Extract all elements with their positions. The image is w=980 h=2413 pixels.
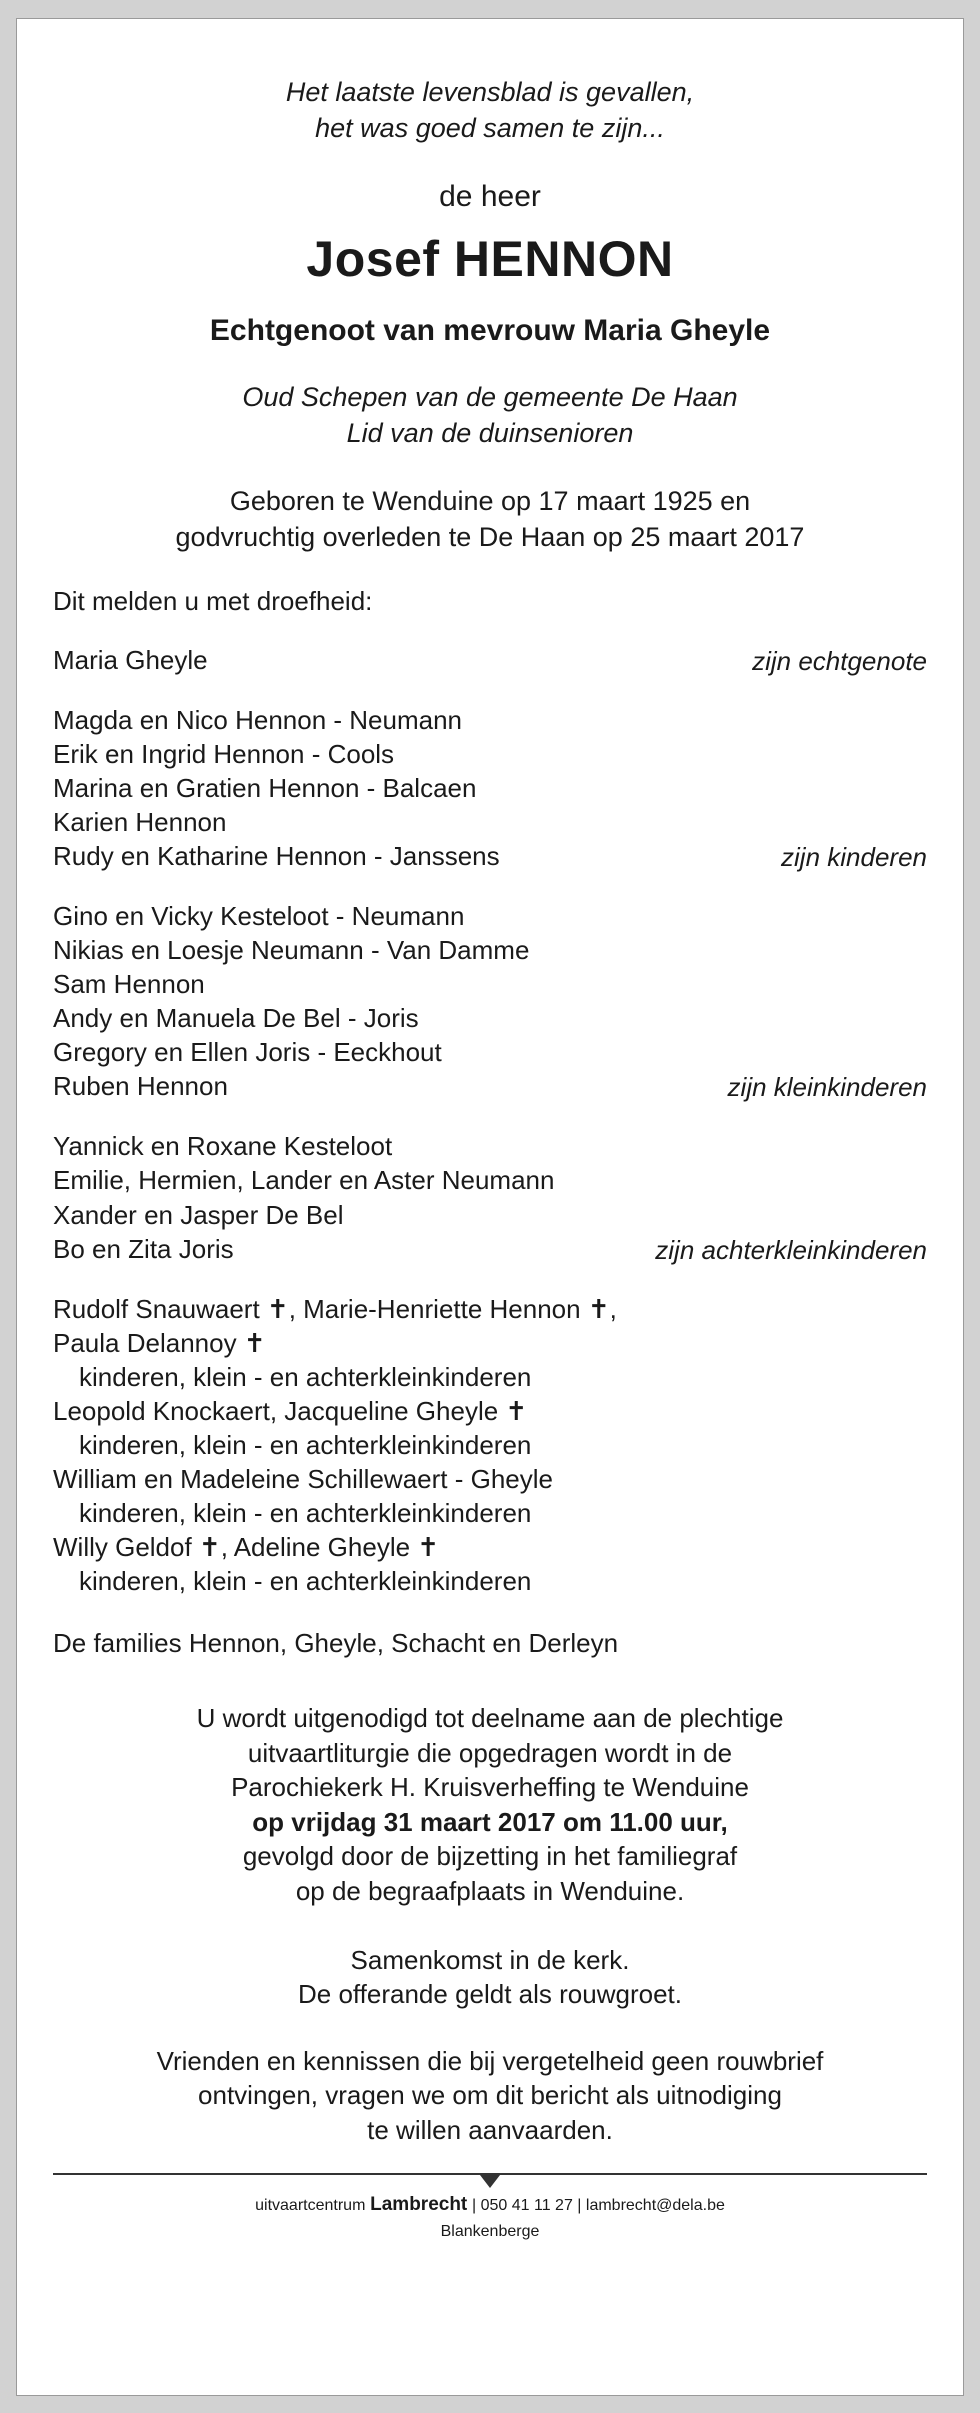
friends-line: ontvingen, vragen we om dit bericht als uitnodiging bbox=[198, 2080, 782, 2111]
announcement: Dit melden u met droefheid: bbox=[53, 585, 373, 616]
footer-brand: Lambrecht bbox=[370, 2194, 468, 2216]
list-item: Magda en Nico Hennon - Neumann bbox=[53, 704, 463, 735]
list-item: Karien Hennon bbox=[53, 807, 227, 838]
list-item: Leopold Knockaert, Jacqueline Gheyle ✝ bbox=[53, 1395, 528, 1426]
friends-line: Vrienden en kennissen die bij vergetelheid geen rouwbrief bbox=[156, 2045, 824, 2076]
family-group-relation: zijn kleinkinderen bbox=[727, 1072, 927, 1103]
list-item: Erik en Ingrid Hennon - Cools bbox=[53, 738, 395, 769]
list-item: Maria Gheyle bbox=[53, 644, 208, 675]
gathering-note bbox=[53, 1943, 927, 2012]
list-item: Rudy en Katharine Hennon - Janssens bbox=[53, 841, 500, 872]
triangle-marker-icon bbox=[480, 2175, 500, 2188]
list-item: William en Madeleine Schillewaert - Gheyle bbox=[53, 1463, 553, 1494]
gathering-line: Samenkomst in de kerk. bbox=[350, 1944, 630, 1975]
friends-line: te willen aanvaarden. bbox=[367, 2114, 613, 2145]
list-item: Emilie, Hermien, Lander en Aster Neumann bbox=[53, 1165, 555, 1196]
salutation: de heer bbox=[439, 180, 541, 214]
extended-relatives bbox=[53, 1292, 927, 1598]
footer-contact: | 050 41 11 27 | lambrecht@dela.be bbox=[472, 2197, 725, 2215]
family-group-relation: zijn echtgenote bbox=[752, 645, 927, 676]
spouse-line: Echtgenoot van mevrouw Maria Gheyle bbox=[209, 314, 771, 348]
list-item: Marina en Gratien Hennon - Balcaen bbox=[53, 773, 477, 804]
invitation bbox=[53, 1701, 927, 1908]
family-group-relation: zijn kinderen bbox=[781, 842, 927, 873]
invitation-line: op de begraafplaats in Wenduine. bbox=[295, 1875, 685, 1906]
family-group bbox=[53, 643, 927, 677]
family-group bbox=[53, 1129, 927, 1265]
footer-prefix: uitvaartcentrum bbox=[255, 2197, 366, 2215]
extended-relatives-list bbox=[53, 1292, 927, 1598]
death-line: godvruchtig overleden te De Haan op 25 maart 2017 bbox=[175, 521, 805, 552]
list-item: kinderen, klein - en achterkleinkinderen bbox=[79, 1361, 532, 1392]
list-item: Nikias en Loesje Neumann - Van Damme bbox=[53, 935, 530, 966]
list-item: Xander en Jasper De Bel bbox=[53, 1199, 344, 1230]
list-item: Andy en Manuela De Bel - Joris bbox=[53, 1003, 419, 1034]
list-item: Sam Hennon bbox=[53, 969, 205, 1000]
family-group-relation: zijn achterkleinkinderen bbox=[655, 1234, 927, 1265]
list-item: kinderen, klein - en achterkleinkinderen bbox=[79, 1429, 532, 1460]
title-line-2: Lid van de duinsenioren bbox=[346, 418, 634, 449]
invitation-line: Parochiekerk H. Kruisverheffing te Wenduine bbox=[231, 1772, 749, 1803]
birth-death-dates bbox=[53, 484, 927, 556]
list-item: Gino en Vicky Kesteloot - Neumann bbox=[53, 901, 465, 932]
friends-note bbox=[53, 2044, 927, 2148]
list-item: kinderen, klein - en achterkleinkinderen bbox=[79, 1497, 532, 1528]
memorial-card bbox=[16, 18, 964, 2396]
invitation-line: gevolgd door de bijzetting in het familiegraf bbox=[242, 1841, 738, 1872]
family-group bbox=[53, 899, 927, 1103]
verse-line-1: Het laatste levensblad is gevallen, bbox=[285, 77, 695, 107]
birth-line: Geboren te Wenduine op 17 maart 1925 en bbox=[229, 486, 751, 517]
verse bbox=[53, 75, 927, 146]
list-item: Rudolf Snauwaert ✝, Marie-Henriette Hennon ✝, bbox=[53, 1293, 617, 1324]
list-item: Yannick en Roxane Kesteloot bbox=[53, 1131, 393, 1162]
list-item: Bo en Zita Joris bbox=[53, 1233, 234, 1264]
list-item: Paula Delannoy ✝ bbox=[53, 1327, 266, 1358]
invitation-line: U wordt uitgenodigd tot deelname aan de plechtige bbox=[196, 1703, 784, 1734]
funeral-home-footer bbox=[53, 2191, 927, 2244]
footer-city: Blankenberge bbox=[440, 2222, 540, 2240]
list-item: Gregory en Ellen Joris - Eeckhout bbox=[53, 1037, 442, 1068]
family-group bbox=[53, 703, 927, 873]
list-item: Ruben Hennon bbox=[53, 1071, 228, 1102]
titles bbox=[53, 380, 927, 452]
service-datetime: op vrijdag 31 maart 2017 om 11.00 uur, bbox=[252, 1806, 728, 1837]
verse-line-2: het was goed samen te zijn... bbox=[315, 112, 665, 143]
deceased-name: Josef HENNON bbox=[306, 231, 674, 288]
divider bbox=[53, 2173, 927, 2175]
title-line-1: Oud Schepen van de gemeente De Haan bbox=[242, 382, 738, 413]
invitation-line: uitvaartliturgie die opgedragen wordt in de bbox=[247, 1737, 733, 1768]
families-line: De families Hennon, Gheyle, Schacht en Derleyn bbox=[53, 1628, 619, 1659]
footer-line bbox=[53, 2191, 927, 2220]
list-item: kinderen, klein - en achterkleinkinderen bbox=[79, 1566, 532, 1596]
gathering-line: De offerande geldt als rouwgroet. bbox=[298, 1979, 682, 2010]
list-item: Willy Geldof ✝, Adeline Gheyle ✝ bbox=[53, 1531, 440, 1562]
